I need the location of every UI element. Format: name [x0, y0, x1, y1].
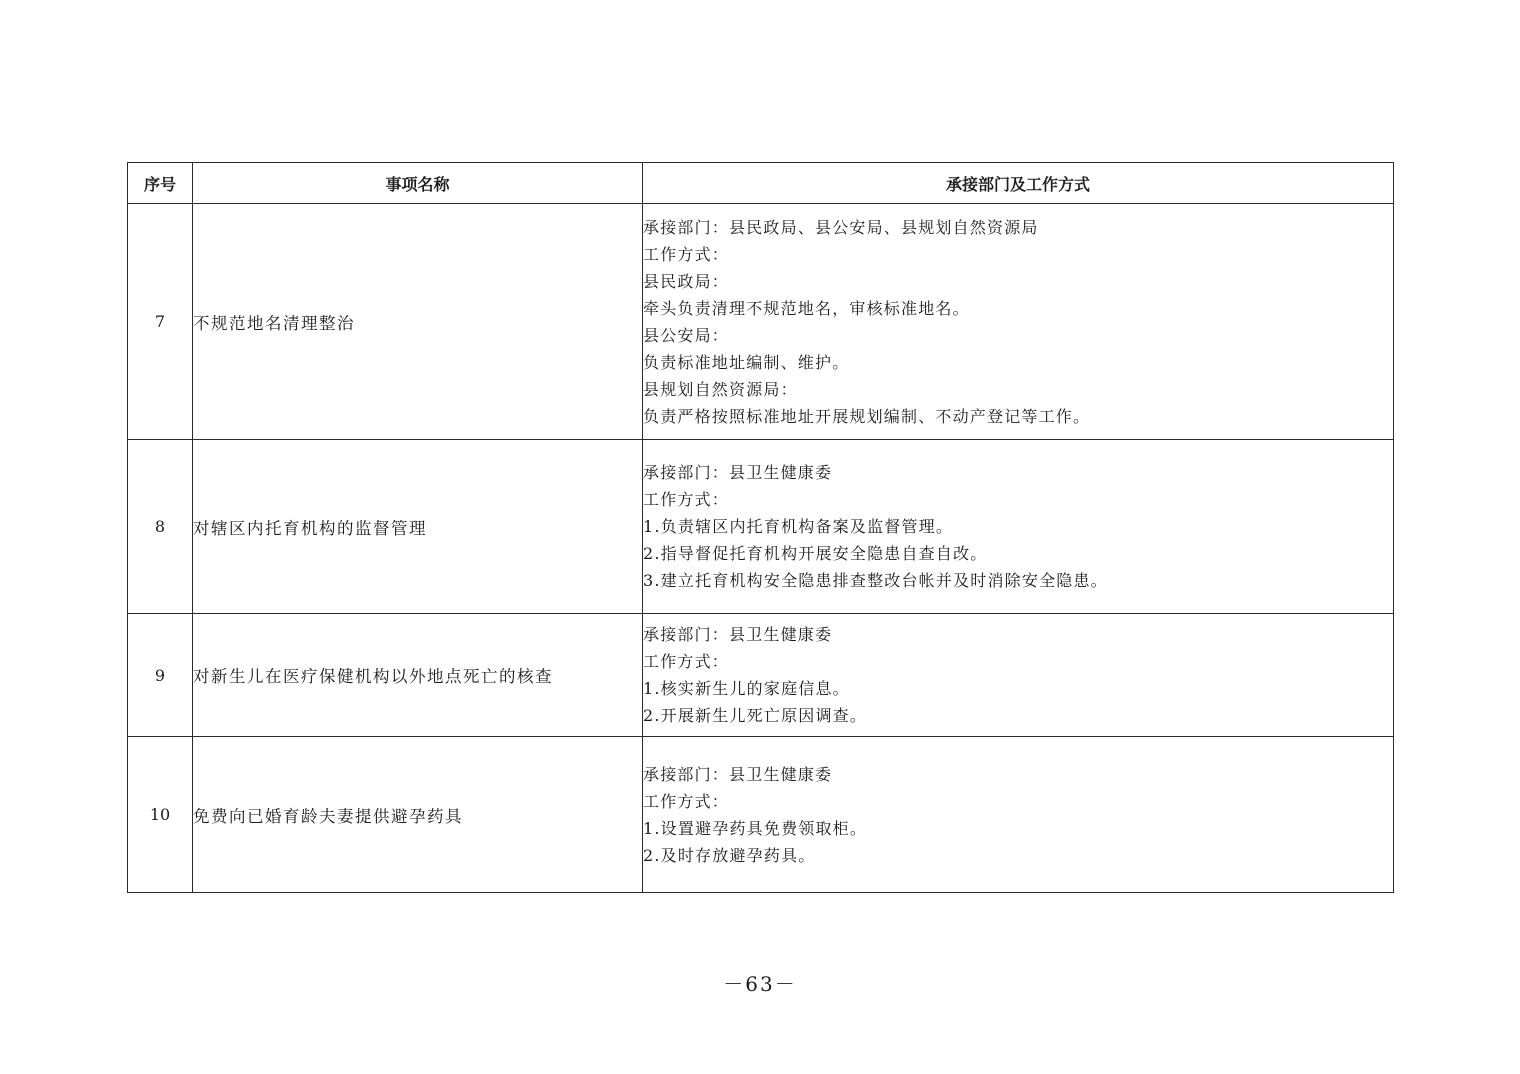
- header-serial-number: 序号: [128, 163, 193, 204]
- row-item-name: 免费向已婚育龄夫妻提供避孕药具: [193, 737, 643, 893]
- row-department-method: [643, 614, 1394, 737]
- text-line: 工作方式：: [643, 791, 730, 811]
- row-item-name: 不规范地名清理整治: [193, 204, 643, 440]
- table-row: [128, 614, 1394, 737]
- table-row: [128, 204, 1394, 440]
- text-line: 承接部门：县卫生健康委: [643, 625, 833, 644]
- text-line: 1.核实新生儿的家庭信息。: [643, 679, 850, 698]
- row-item-name: 对辖区内托育机构的监督管理: [193, 440, 643, 614]
- row-item-name: 对新生儿在医疗保健机构以外地点死亡的核查: [193, 614, 643, 737]
- table-header-row: [128, 163, 1394, 204]
- row-number: 9: [128, 614, 193, 737]
- text-line: 1.负责辖区内托育机构备案及监督管理。: [643, 517, 954, 536]
- table-row: [128, 440, 1394, 614]
- text-line: 工作方式：: [643, 652, 730, 671]
- text-line: 县民政局：: [643, 271, 730, 291]
- row-department-method: [643, 204, 1394, 440]
- text-line: 牵头负责清理不规范地名，审核标准地名。: [643, 298, 970, 318]
- header-item-name: 事项名称: [193, 163, 643, 204]
- row-department-method: [643, 737, 1394, 893]
- text-line: 承接部门：县民政局、县公安局、县规划自然资源局: [643, 217, 1039, 237]
- text-line: 工作方式：: [643, 490, 730, 509]
- text-line: 负责严格按照标准地址开展规划编制、不动产登记等工作。: [643, 406, 1091, 426]
- text-line: 承接部门：县卫生健康委: [643, 463, 833, 482]
- table-row: [128, 737, 1394, 893]
- page-number: －63－: [723, 972, 797, 996]
- text-line: 工作方式：: [643, 244, 730, 264]
- row-number: 10: [128, 737, 193, 893]
- text-line: 承接部门：县卫生健康委: [643, 764, 833, 784]
- row-number: 8: [128, 440, 193, 614]
- text-line: 2.及时存放避孕药具。: [643, 845, 816, 865]
- text-line: 3.建立托育机构安全隐患排查整改台帐并及时消除安全隐患。: [643, 571, 1108, 590]
- responsibility-table: [127, 162, 1394, 893]
- row-number: 7: [128, 204, 193, 440]
- text-line: 2.指导督促托育机构开展安全隐患自查自改。: [643, 544, 988, 563]
- row-department-method: [643, 440, 1394, 614]
- header-department-method: 承接部门及工作方式: [643, 163, 1394, 204]
- text-line: 2.开展新生儿死亡原因调查。: [643, 706, 868, 725]
- text-line: 1.设置避孕药具免费领取柜。: [643, 818, 868, 838]
- text-line: 县规划自然资源局：: [643, 379, 798, 399]
- text-line: 县公安局：: [643, 325, 730, 345]
- text-line: 负责标准地址编制、维护。: [643, 352, 850, 372]
